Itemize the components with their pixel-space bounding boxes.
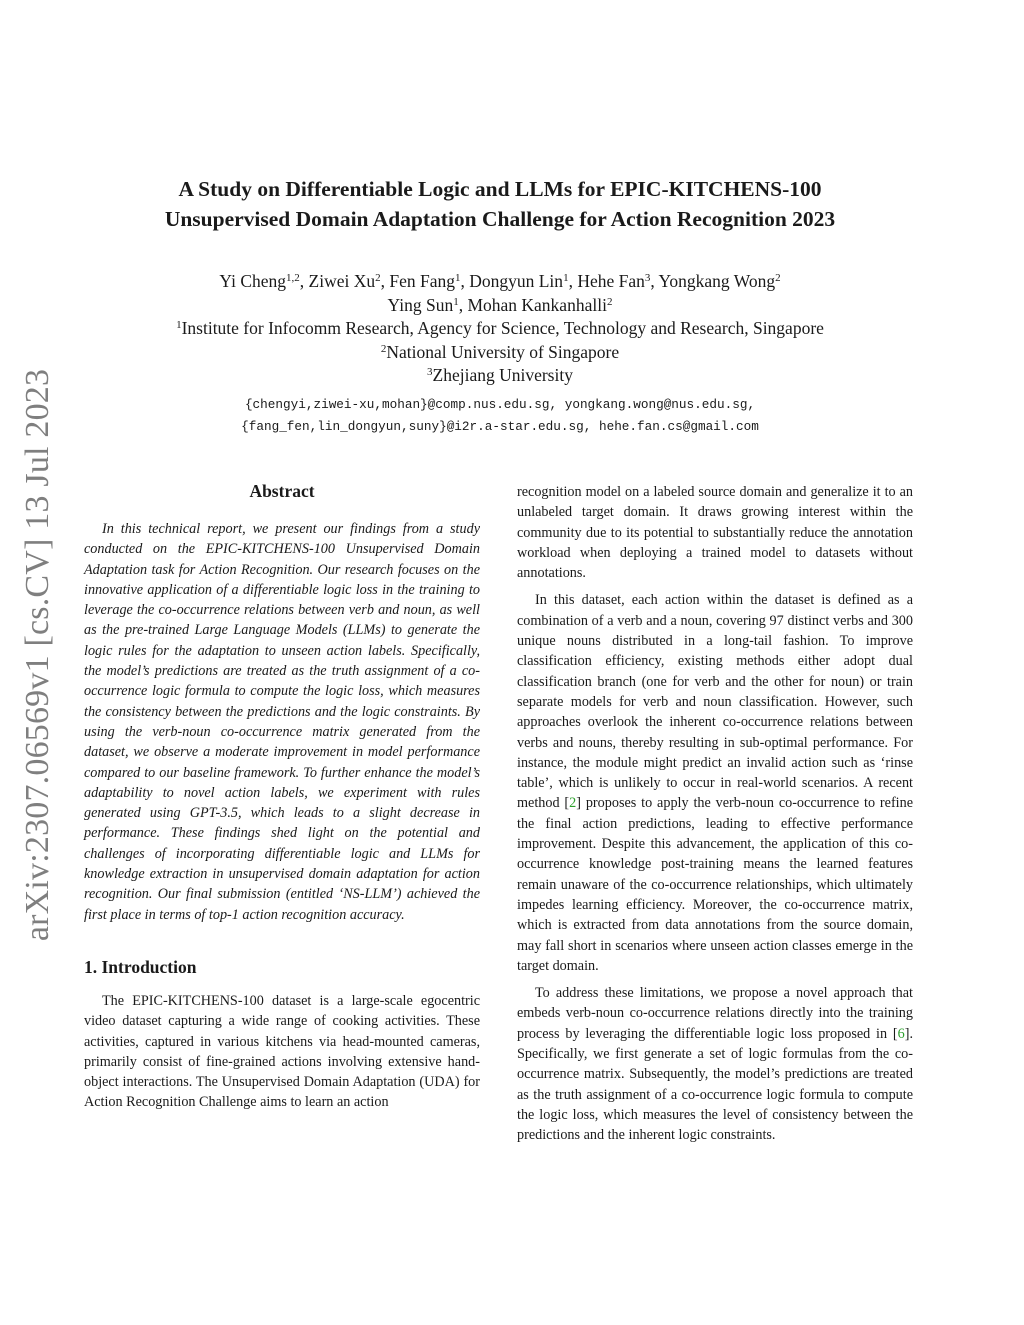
- author-separator: ,: [650, 271, 659, 291]
- affiliation-3: [80, 364, 920, 388]
- arxiv-id-text: arXiv:2307.06569v1 [cs.CV] 13 Jul 2023: [19, 368, 56, 942]
- author-name: Mohan Kankanhalli: [467, 294, 607, 315]
- abstract-heading: Abstract: [249, 481, 315, 501]
- author-name: Ying Sun: [387, 294, 454, 315]
- affiliation-marker: 3: [427, 366, 433, 378]
- paragraph-text: ]. Specifically, we first generate a set of logic formulas from the co-occurrence matrix. Subsequently, the model’s predictions are treated as the truth assignment of a co-occurrence logic formula to compute the logic loss, which measures the level of consistency between the predictions and the inherent logic constraints.: [517, 1025, 913, 1144]
- author-name: Hehe Fan: [577, 271, 645, 291]
- arxiv-identifier-stamp: [18, 368, 58, 942]
- author-name: Fen Fang: [389, 271, 455, 291]
- email-block: [60, 394, 940, 438]
- author-affiliation-marker: 2: [606, 295, 613, 308]
- author-line-2: [80, 294, 920, 318]
- author-name: Yongkang Wong: [658, 271, 776, 291]
- intro-paragraph-2: [517, 590, 913, 976]
- email-line-2: {fang_fen,lin_dongyun,suny}@i2r.a-star.edu.sg, hehe.fan.cs@gmail.com: [241, 419, 759, 434]
- author-name: Ziwei Xu: [308, 271, 376, 291]
- affiliation-2: [80, 341, 920, 365]
- affiliation-marker: 2: [380, 342, 387, 355]
- title-line-2: Unsupervised Domain Adaptation Challenge for Action Recognition 2023: [164, 207, 836, 231]
- affiliation-text: Institute for Infocomm Research, Agency for Science, Technology and Research, Singapore: [181, 318, 824, 338]
- left-column: [84, 479, 480, 1120]
- right-column: [517, 482, 913, 1153]
- citation-link[interactable]: 6: [897, 1025, 905, 1042]
- abstract-body: In this technical report, we present our findings from a study conducted on the EPIC-KITCHENS-100 Unsupervised Domain Adaptation task for Action Recognition. Our research focuses on the innovative application of a differentiable logic loss in the training to leverage the co-occurrence relations between verb and noun, as well as the pre-trained Large Language Models (LLMs) to generate the logic rules for the adaptation to unseen action labels. Specifically, the model’s predictions are treated as the truth assignment of a co-occurrence logic formula to compute the logic loss, which measures the consistency between the predictions and the logic constraints. By using the verb-noun co-occurrence matrix generated from the dataset, we observe a moderate improvement in model performance compared to our baseline framework. To further enhance the model’s adaptability to novel action labels, we experiment with rules generated using GPT-3.5, which leads to a slight decrease in performance. These findings shed light on the potential and challenges of incorporating differentiable logic and LLMs for knowledge extraction in unsupervised domain adaptation for action recognition. Our final submission (entitled ‘NS-LLM’) achieved the first place in terms of top-1 action recognition accuracy.: [84, 521, 480, 923]
- author-affiliation-marker: 1: [453, 295, 459, 308]
- email-line-1: {chengyi,ziwei-xu,mohan}@comp.nus.edu.sg, yongkang.wong@nus.edu.sg,: [244, 397, 756, 412]
- paragraph-text: ] proposes to apply the verb-noun co-occurrence to refine the final action predictions, leading to effective performance improvement. Despite this advancement, the application of this co-occurrence knowledge post-training means the learned features remain unaware of the co-occurrence relationships, which ultimately impedes learning efficiency. Moreover, the co-occurrence matrix, which is extracted from data annotations from the source domain, may fall short in scenarios where unseen action classes emerge in the target domain.: [517, 795, 914, 974]
- citation-link[interactable]: 2: [569, 795, 577, 812]
- paragraph-text: In this dataset, each action within the dataset is defined as a combination of a verb and a noun, covering 97 distinct verbs and 300 unique nouns distributed in a long-tail fashion. To improve classification efficiency, existing methods either adopt dual classification branch (one for verb and the other for noun) or train separate models for verb and noun classification. However, such approaches overlook the inherent co-occurrence relations between verbs and nouns, thereby resulting in sub-optimal performance. For instance, the module might predict an invalid action such as ‘rinse table’, which is unlikely to occur in real-world scenarios. A recent method [: [517, 592, 913, 812]
- author-separator: ,: [460, 271, 470, 291]
- affiliation-text: National University of Singapore: [386, 341, 620, 362]
- author-affiliation-marker: 3: [644, 272, 651, 284]
- title-line-1: A Study on Differentiable Logic and LLMs for EPIC-KITCHENS-100: [178, 177, 822, 201]
- affiliation-1: [80, 317, 920, 341]
- author-affiliation-marker: 1: [563, 272, 569, 284]
- author-separator: ,: [299, 271, 309, 291]
- author-separator: ,: [380, 271, 390, 291]
- author-affiliation-marker: 2: [775, 272, 781, 284]
- paper-title: [100, 174, 900, 234]
- author-affiliation-marker: 1: [454, 272, 461, 284]
- intro-paragraph-1-continued: recognition model on a labeled source domain and generalize it to an unlabeled target domain. It draws growing interest within the community due to its potential to substantially reduce the annotation workload when deploying a trained model to datasets without annotations.: [517, 484, 913, 582]
- author-name: Dongyun Lin: [469, 271, 564, 291]
- intro-paragraph-1: The EPIC-KITCHENS-100 dataset is a large-scale egocentric video dataset capturing a wide range of cooking activities. These activities, captured in various kitchens via head-mounted cameras, primarily consist of fine-grained actions involving extensive hand-object interactions. The Unsupervised Domain Adaptation (UDA) for Action Recognition Challenge aims to learn an action: [84, 992, 480, 1111]
- author-name: Yi Cheng: [219, 271, 287, 291]
- affiliation-text: Zhejiang University: [432, 365, 573, 385]
- author-affiliation-marker: 2: [375, 272, 381, 284]
- introduction-heading: 1. Introduction: [84, 956, 197, 977]
- author-line-1: [80, 270, 920, 294]
- affiliation-marker: 1: [176, 319, 182, 331]
- paragraph-text: To address these limitations, we propose a novel approach that embeds verb-noun co-occurrence relations directly into the training process by leveraging the differentiable logic loss proposed in [: [517, 985, 913, 1042]
- author-affiliation-marker: 1,2: [286, 272, 300, 284]
- author-block: [80, 270, 920, 388]
- author-separator: ,: [568, 271, 578, 291]
- intro-paragraph-3: [517, 983, 913, 1145]
- author-separator: ,: [458, 294, 468, 315]
